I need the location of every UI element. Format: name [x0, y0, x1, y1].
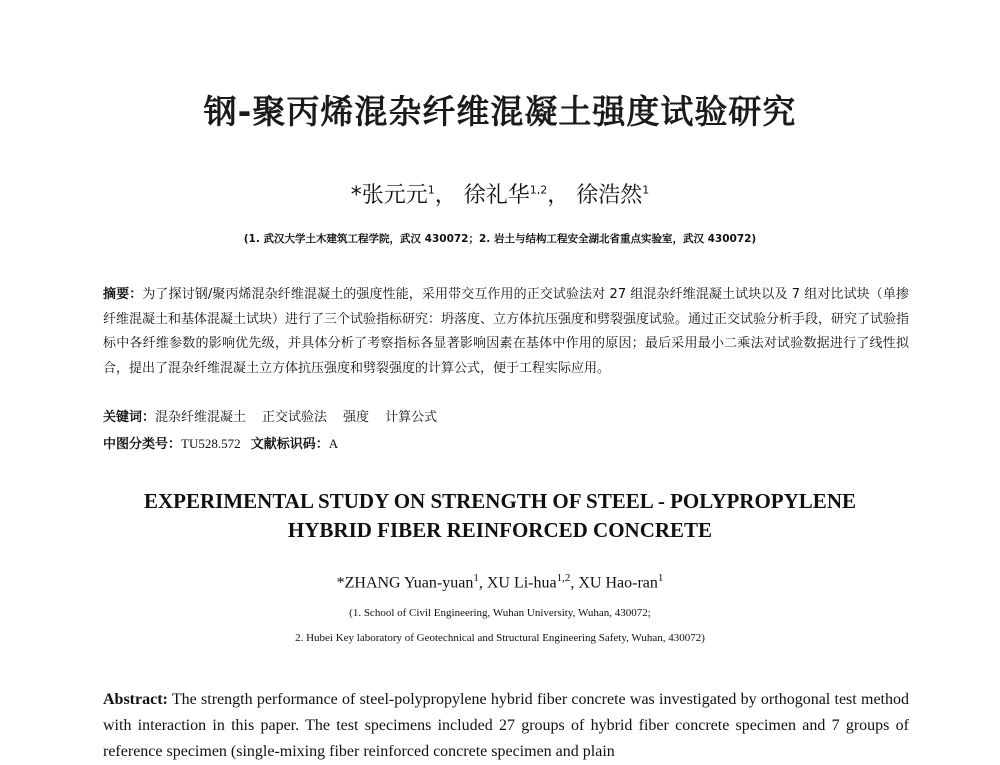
author-affiliation-mark: 1	[657, 572, 664, 584]
doc-code-label: 文献标识码：	[250, 437, 329, 452]
keyword: 正交试验法	[262, 410, 328, 425]
english-abstract-label: Abstract:	[103, 691, 168, 708]
english-title-line: EXPERIMENTAL STUDY ON STRENGTH OF STEEL - POLYPROPYLENE	[144, 489, 856, 513]
chinese-abstract	[103, 283, 909, 381]
chinese-keywords	[103, 406, 453, 425]
chinese-abstract-text: 为了探讨钢/聚丙烯混杂纤维混凝土的强度性能，采用带交互作用的正交试验法对 27 组混杂纤维混凝土试块以及 7 组对比试块（单掺纤维混凝土和基体混凝土试块）进行了三个试验指标研究：坍落度、立方体抗压强度和劈裂强度试验。通过正交试验分析手段，研究了试验指标中各纤维参数的影响优先级，并具体分析了考察指标各显著影响因素在基体中作用的原因；最后采用最小二乘法对试验数据进行了线性拟合，提出了混杂纤维混凝土立方体抗压强度和劈裂强度的计算公式，便于工程实际应用。	[103, 287, 910, 376]
chinese-title: 钢-聚丙烯混杂纤维混凝土强度试验研究	[203, 92, 797, 131]
english-abstract-text: The strength performance of steel-polypropylene hybrid fiber concrete was investigated by orthogonal test method with interaction in this paper. The test specimens included 27 groups of hybrid fiber concrete specimen and 7 groups of reference specimen (single-mixing fiber reinforced concrete specimen and plain	[103, 691, 909, 760]
english-title-line: HYBRID FIBER REINFORCED CONCRETE	[287, 518, 713, 542]
classification-label: 中图分类号：	[103, 437, 182, 452]
author-affiliation-mark: 1	[427, 183, 435, 197]
author-affiliation-mark: 1,2	[556, 572, 571, 584]
keyword: 计算公式	[385, 410, 438, 425]
author-name: *ZHANG Yuan-yuan	[336, 574, 474, 592]
author-affiliation-mark: 1	[642, 183, 650, 197]
author-affiliation-mark: 1,2	[529, 183, 548, 197]
chinese-classification	[103, 433, 338, 452]
chinese-affiliation: (1. 武汉大学土木建筑工程学院，武汉 430072；2. 岩土与结构工程安全湖北省重点实验室，武汉 430072)	[243, 233, 757, 245]
chinese-authors	[0, 178, 1000, 209]
author-name: 徐礼华	[463, 183, 530, 208]
author-separator: ,	[478, 574, 487, 592]
english-affiliation-line: (1. School of Civil Engineering, Wuhan University, Wuhan, 430072;	[349, 607, 651, 619]
doc-code-value: A	[328, 436, 339, 451]
chinese-abstract-label: 摘要：	[103, 287, 143, 302]
keywords-label: 关键词：	[103, 410, 156, 425]
author-name: XU Li-hua	[486, 574, 557, 592]
author-name: 徐浩然	[576, 183, 643, 208]
author-affiliation-mark: 1	[473, 572, 479, 584]
english-affiliation-line: 2. Hubei Key laboratory of Geotechnical and Structural Engineering Safety, Wuhan, 430072)	[295, 632, 705, 644]
author-name: *张元元	[350, 183, 428, 208]
classification-value: TU528.572	[181, 436, 241, 451]
english-abstract	[103, 687, 909, 765]
english-title	[0, 487, 1000, 545]
author-separator: ，	[547, 183, 570, 208]
author-name: XU Hao-ran	[578, 574, 658, 592]
author-separator: ，	[434, 183, 457, 208]
english-authors	[0, 572, 1000, 592]
keyword: 强度	[343, 410, 370, 425]
keyword: 混杂纤维混凝土	[155, 410, 247, 425]
author-separator: ,	[570, 574, 579, 592]
